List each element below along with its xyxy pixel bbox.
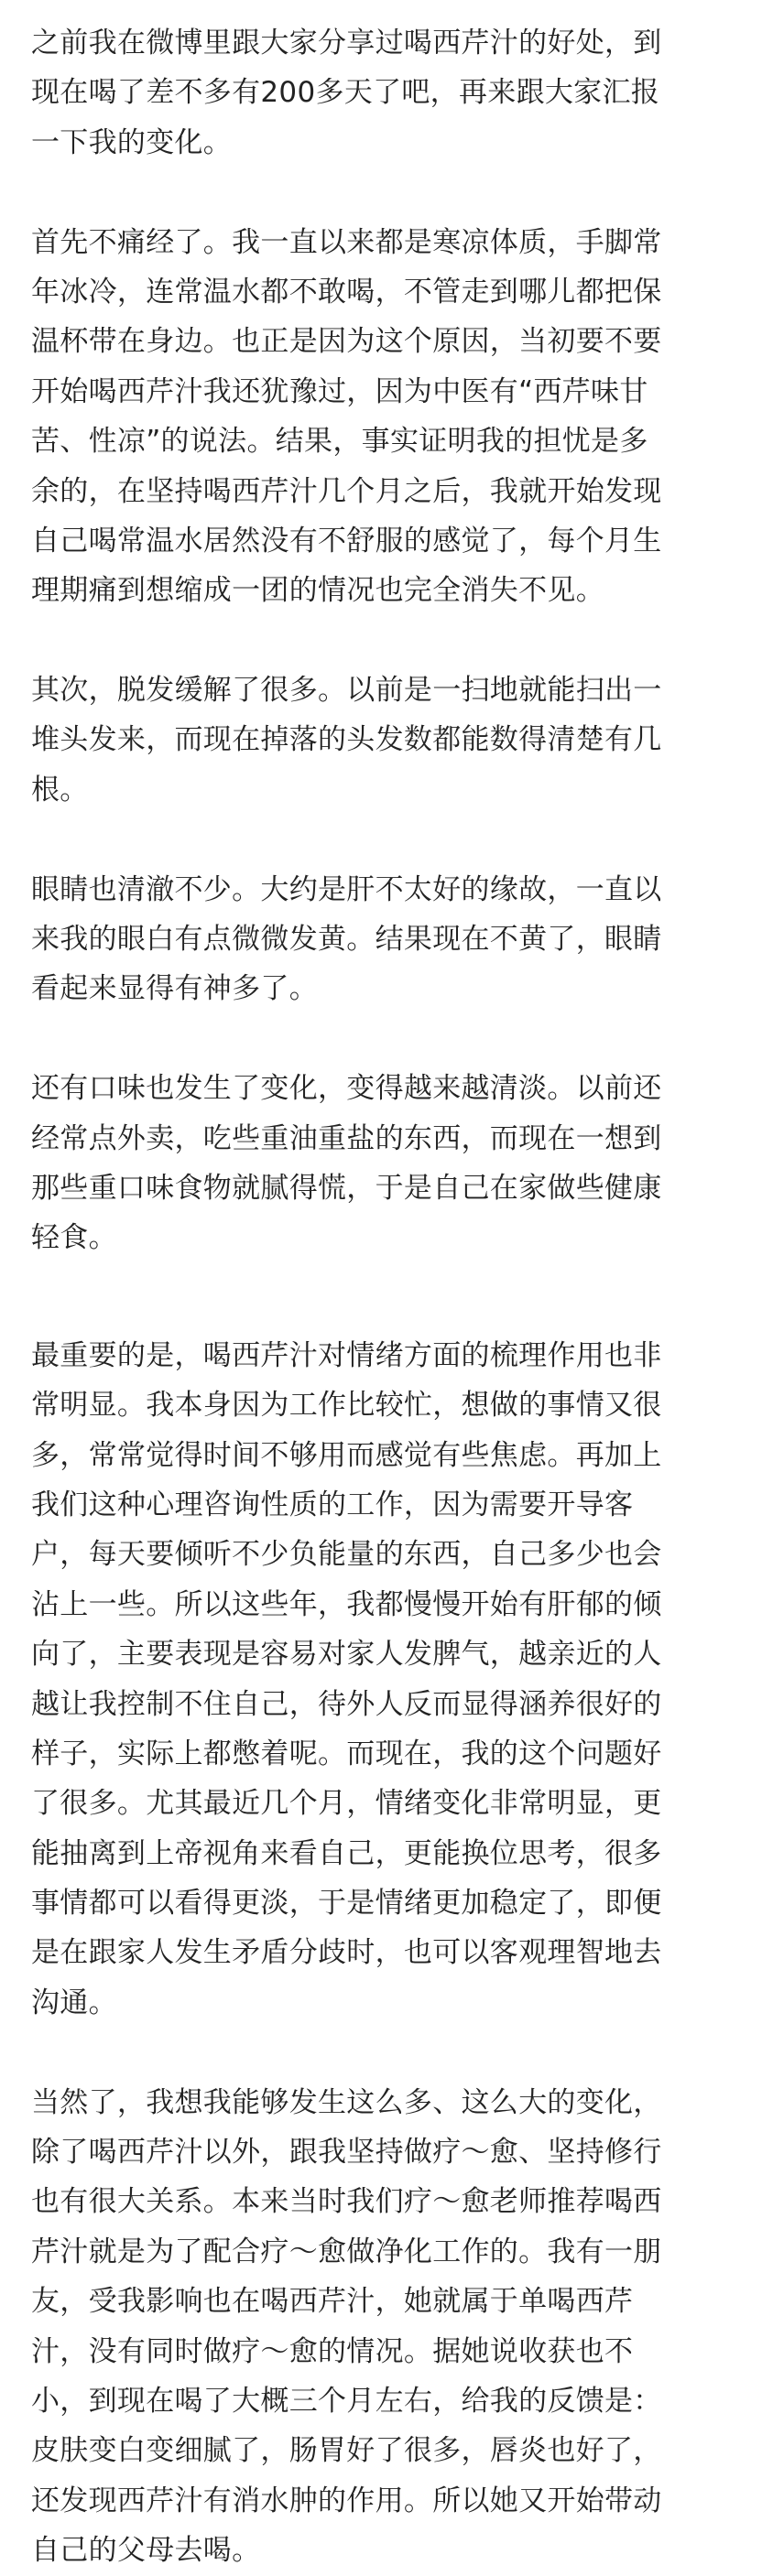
text-line: 多，常常觉得时间不够用而感觉有些焦虑。再加上 [31, 1438, 662, 1472]
text-line: 之前我在微博里跟大家分享过喝西芹汁的好处，到 [31, 27, 662, 60]
text-line: 芹汁就是为了配合疗～愈做净化工作的。我有一朋 [31, 2235, 662, 2268]
text-line: 最重要的是，喝西芹汁对情绪方面的梳理作用也非 [31, 1338, 662, 1372]
text-line: 看起来显得有神多了。 [31, 972, 318, 1006]
text-line: 来我的眼白有点微微发黄。结果现在不黄了，眼睛 [31, 923, 662, 957]
text-line: 当然了，我想我能够发生这么多、这么大的变化， [31, 2085, 662, 2119]
paragraph-gap [31, 1014, 736, 1064]
paragraph-taste [31, 1064, 736, 1263]
text-line: 越让我控制不住自己，待外人反而显得涵养很好的 [31, 1687, 662, 1721]
text-line: 根。 [31, 773, 89, 806]
paragraph-conclusion [31, 2078, 736, 2576]
paragraph-dysmenorrhea [31, 218, 736, 616]
text-line: 也有很大关系。本来当时我们疗～愈老师推荐喝西 [31, 2185, 662, 2219]
text-line: 常明显。我本身因为工作比较忙，想做的事情又很 [31, 1389, 662, 1423]
text-line: 还有口味也发生了变化，变得越来越清淡。以前还 [31, 1072, 662, 1106]
text-line: 首先不痛经了。我一直以来都是寒凉体质，手脚常 [31, 225, 662, 259]
paragraph-hair-loss [31, 666, 736, 815]
paragraph-intro [31, 18, 736, 168]
paragraph-gap [31, 616, 736, 666]
paragraph-gap [31, 2028, 736, 2077]
text-line: 自己的父母去喝。 [31, 2534, 261, 2568]
text-line: 友，受我影响也在喝西芹汁，她就属于单喝西芹 [31, 2285, 634, 2319]
paragraph-gap [31, 1263, 736, 1331]
text-line: 皮肤变白变细腻了，肠胃好了很多，唇炎也好了， [31, 2434, 662, 2468]
text-line: 自己喝常温水居然没有不舒服的感觉了，每个月生 [31, 524, 662, 557]
text-line: 是在跟家人发生矛盾分歧时，也可以客观理智地去 [31, 1936, 662, 1970]
text-line: 理期痛到想缩成一团的情况也完全消失不见。 [31, 574, 604, 608]
text-line: 眼睛也清澈不少。大约是肝不太好的缘故，一直以 [31, 872, 662, 906]
text-line: 其次，脱发缓解了很多。以前是一扫地就能扫出一 [31, 674, 662, 708]
text-line: 那些重口味食物就腻得慌，于是自己在家做些健康 [31, 1171, 662, 1205]
text-line: 经常点外卖，吃些重油重盐的东西，而现在一想到 [31, 1121, 662, 1155]
text-line: 小，到现在喝了大概三个月左右，给我的反馈是： [31, 2384, 662, 2418]
text-line: 余的，在坚持喝西芹汁几个月之后，我就开始发现 [31, 474, 662, 508]
text-line: 现在喝了差不多有200多天了吧，再来跟大家汇报 [31, 76, 660, 110]
text-line: 温杯带在身边。也正是因为这个原因，当初要不要 [31, 325, 662, 359]
text-line: 开始喝西芹汁我还犹豫过，因为中医有“西芹味甘 [31, 374, 648, 408]
text-line: 一下我的变化。 [31, 125, 233, 159]
text-line: 堆头发来，而现在掉落的头发数都能数得清楚有几 [31, 723, 662, 757]
text-line: 除了喝西芹汁以外，跟我坚持做疗～愈、坚持修行 [31, 2136, 662, 2170]
text-line: 事情都可以看得更淡，于是情绪更加稳定了，即便 [31, 1887, 662, 1921]
text-line: 沟通。 [31, 1986, 117, 2019]
text-line: 汁，没有同时做疗～愈的情况。据她说收获也不 [31, 2334, 634, 2368]
text-line: 了很多。尤其最近几个月，情绪变化非常明显，更 [31, 1787, 662, 1821]
paragraph-gap [31, 168, 736, 217]
text-line: 轻食。 [31, 1221, 117, 1255]
text-line: 我们这种心理咨询性质的工作，因为需要开导客 [31, 1488, 634, 1521]
text-line: 向了，主要表现是容易对家人发脾气，越亲近的人 [31, 1638, 662, 1672]
article-body [31, 18, 736, 2576]
text-line: 户，每天要倾听不少负能量的东西，自己多少也会 [31, 1538, 662, 1572]
text-line: 年冰冷，连常温水都不敢喝，不管走到哪儿都把保 [31, 275, 662, 308]
text-line: 沾上一些。所以这些年，我都慢慢开始有肝郁的倾 [31, 1587, 662, 1621]
paragraph-gap [31, 815, 736, 864]
text-line: 还发现西芹汁有消水肿的作用。所以她又开始带动 [31, 2484, 662, 2517]
text-line: 样子，实际上都憋着呢。而现在，我的这个问题好 [31, 1737, 662, 1770]
text-line: 能抽离到上帝视角来看自己，更能换位思考，很多 [31, 1836, 662, 1870]
text-line: 苦、性凉”的说法。结果，事实证明我的担忧是多 [31, 425, 648, 459]
paragraph-eyes [31, 865, 736, 1014]
paragraph-emotions [31, 1331, 736, 2028]
